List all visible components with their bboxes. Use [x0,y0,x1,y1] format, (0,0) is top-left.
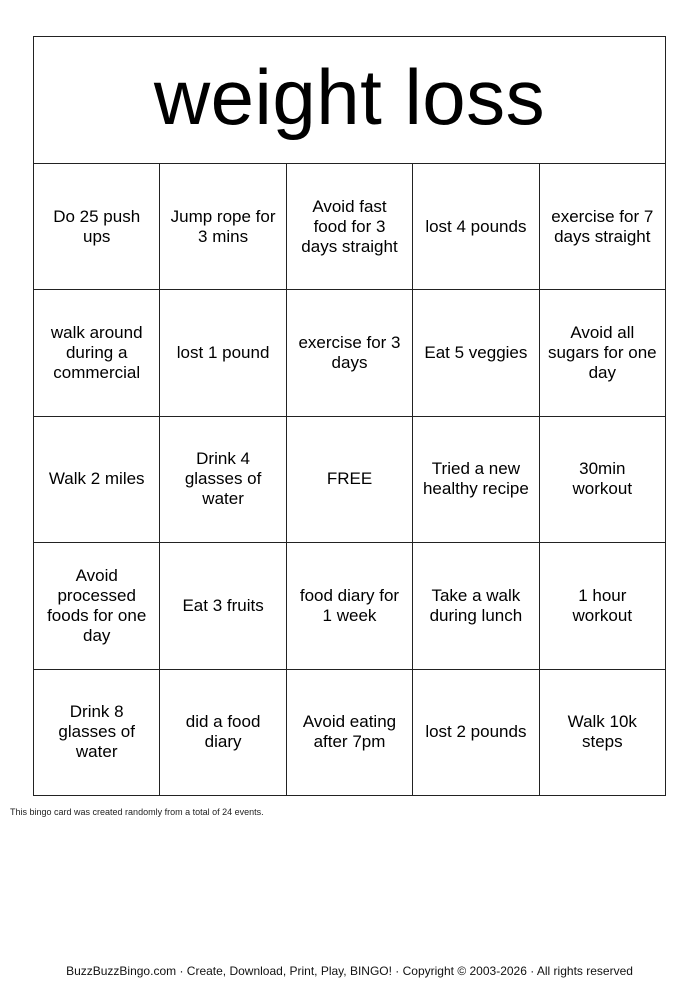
bingo-cell: lost 1 pound [160,290,286,416]
card-title: weight loss [153,53,546,141]
bingo-cell: Do 25 push ups [34,164,160,290]
bingo-cell: Tried a new healthy recipe [413,417,539,543]
page-footer: BuzzBuzzBingo.com · Create, Download, Print, Play, BINGO! · Copyright © 2003-2026 · All rights reserved [66,964,633,978]
bingo-cell: walk around during a commercial [34,290,160,416]
free-space-cell: FREE [287,417,413,543]
bingo-cell: Drink 4 glasses of water [160,417,286,543]
bingo-cell: Avoid fast food for 3 days straight [287,164,413,290]
bingo-cell: Jump rope for 3 mins [160,164,286,290]
bingo-cell: Avoid eating after 7pm [287,670,413,796]
bingo-grid [34,164,666,796]
bingo-cell: Walk 10k steps [540,670,666,796]
bingo-cell: Avoid all sugars for one day [540,290,666,416]
bingo-cell: did a food diary [160,670,286,796]
bingo-cell: Walk 2 miles [34,417,160,543]
bingo-cell: 30min workout [540,417,666,543]
bingo-cell: exercise for 3 days [287,290,413,416]
bingo-cell: 1 hour workout [540,543,666,669]
bingo-cell: Drink 8 glasses of water [34,670,160,796]
bingo-cell: lost 2 pounds [413,670,539,796]
bingo-cell: Take a walk during lunch [413,543,539,669]
bingo-cell: exercise for 7 days straight [540,164,666,290]
generation-note: This bingo card was created randomly from a total of 24 events. [10,807,264,817]
bingo-cell: Eat 5 veggies [413,290,539,416]
bingo-cell: Avoid processed foods for one day [34,543,160,669]
bingo-cell: Eat 3 fruits [160,543,286,669]
bingo-card [33,36,666,796]
bingo-cell: lost 4 pounds [413,164,539,290]
title-row [34,37,666,164]
bingo-cell: food diary for 1 week [287,543,413,669]
